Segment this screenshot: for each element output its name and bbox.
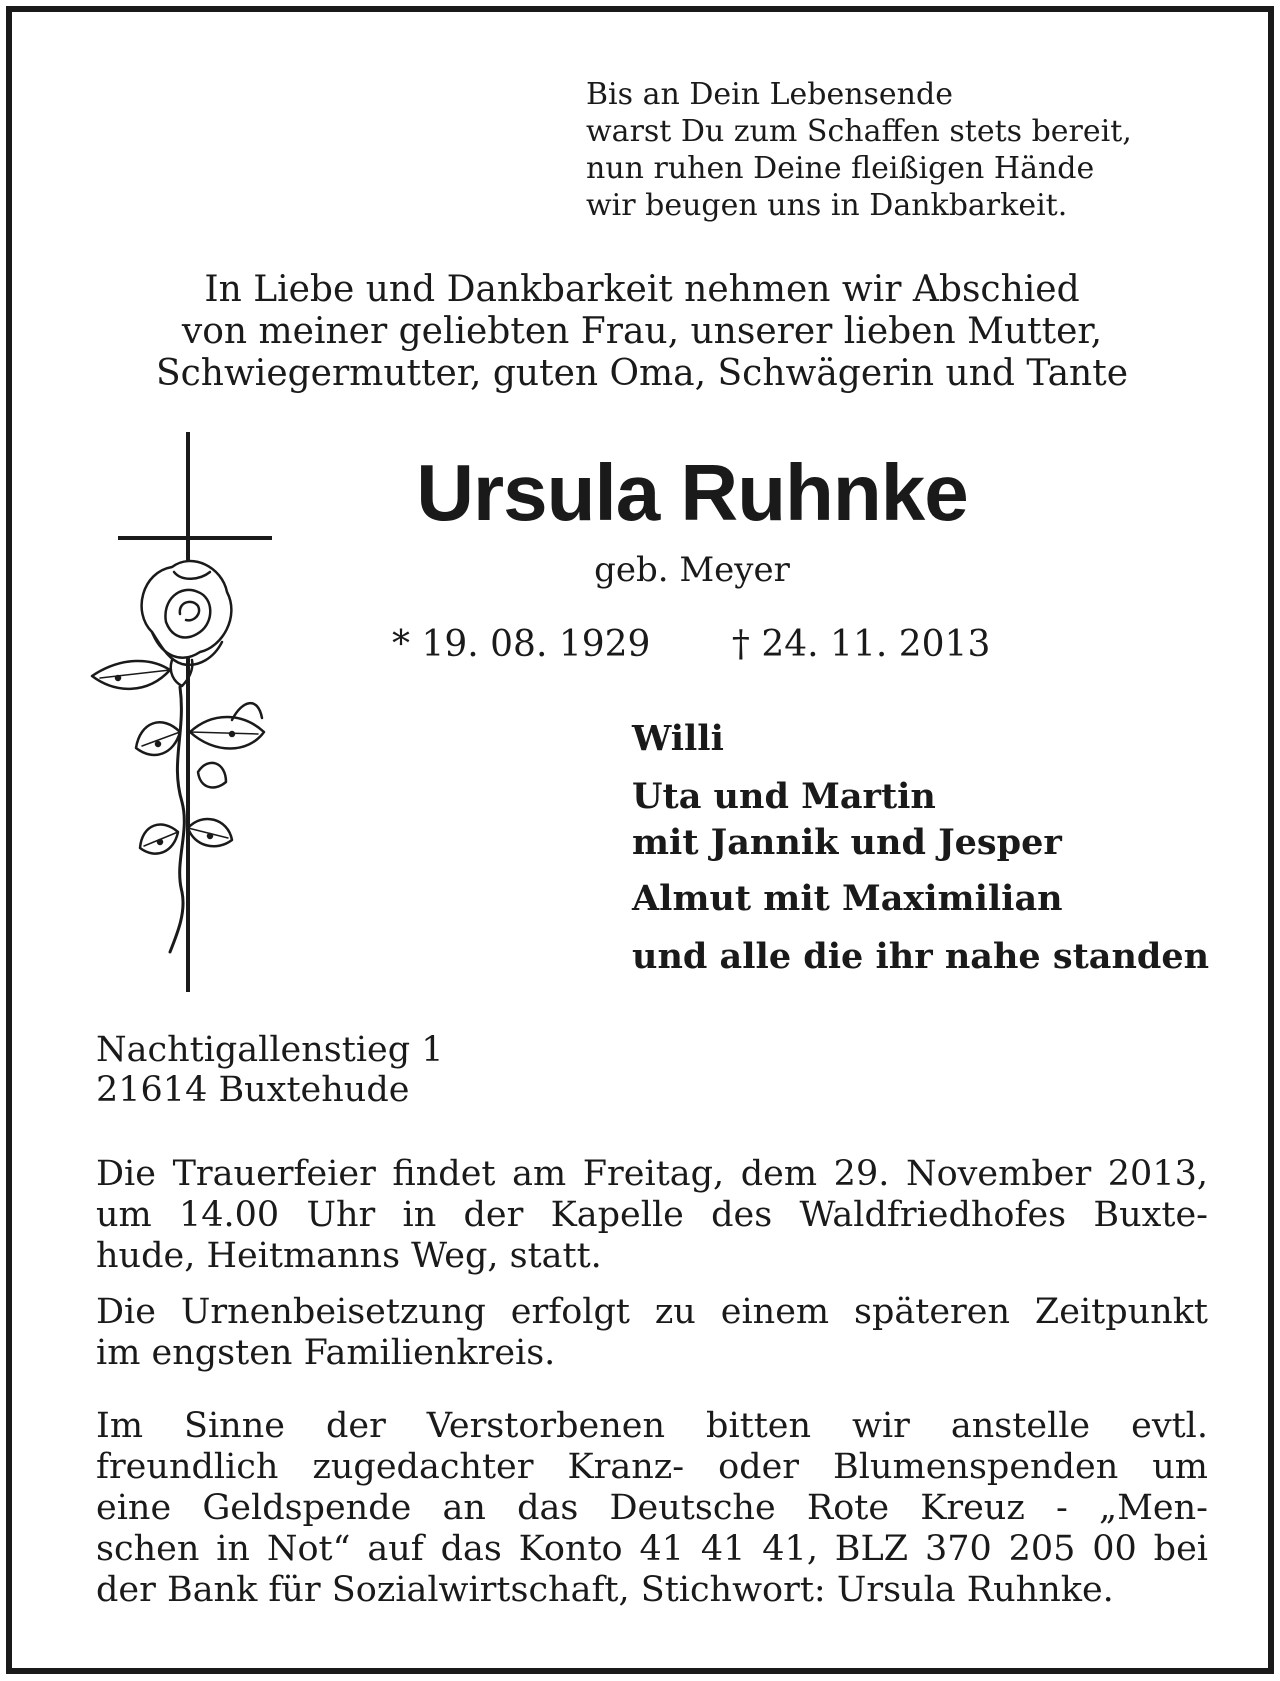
- poem-line: warst Du zum Schaffen stets bereit,: [586, 114, 1132, 149]
- family-line: mit Jannik und Jesper: [632, 822, 1062, 863]
- farewell-intro: [52, 269, 1232, 395]
- paragraph-line: schen in Not“ auf das Konto 41 41 41, BLZ 370 205 00 bei: [96, 1529, 1208, 1569]
- intro-line: Schwiegermutter, guten Oma, Schwägerin und Tante: [155, 353, 1129, 394]
- birth-name: geb. Meyer: [594, 550, 790, 590]
- family-line: Willi: [632, 718, 724, 759]
- poem: [586, 76, 1226, 224]
- paragraph-line: im engsten Familienkreis.: [96, 1333, 556, 1373]
- death-date: † 24. 11. 2013: [731, 624, 991, 665]
- family-signatures: [632, 716, 1252, 980]
- address-city: 21614 Buxtehude: [96, 1070, 410, 1110]
- rose-icon: [92, 561, 264, 952]
- paragraph-line: Die Urnenbeisetzung erfolgt zu einem späteren Zeitpunkt: [96, 1292, 1208, 1332]
- family-line: Almut mit Maximilian: [632, 878, 1063, 919]
- deceased-name: Ursula Ruhnke: [416, 448, 968, 537]
- paragraph-line: Im Sinne der Verstorbenen bitten wir anstelle evtl.: [96, 1406, 1208, 1446]
- donation-paragraph: [96, 1406, 1208, 1611]
- address-street: Nachtigallenstieg 1: [96, 1030, 444, 1070]
- family-line: Uta und Martin: [632, 776, 936, 817]
- intro-line: von meiner geliebten Frau, unserer lieben Mutter,: [181, 311, 1103, 352]
- burial-paragraph: [96, 1292, 1208, 1374]
- funeral-paragraph: [96, 1154, 1208, 1277]
- obituary-frame: [6, 6, 1274, 1674]
- poem-line: Bis an Dein Lebensende: [586, 77, 953, 112]
- paragraph-line: hude, Heitmanns Weg, statt.: [96, 1236, 602, 1276]
- cross-icon: [118, 432, 272, 992]
- paragraph-line: um 14.00 Uhr in der Kapelle des Waldfriedhofes Buxte-: [96, 1195, 1208, 1235]
- life-dates: [392, 624, 1012, 666]
- family-line: und alle die ihr nahe standen: [632, 936, 1210, 977]
- poem-line: wir beugen uns in Dankbarkeit.: [586, 188, 1068, 223]
- paragraph-line: der Bank für Sozialwirtschaft, Stichwort: Ursula Ruhnke.: [96, 1570, 1114, 1610]
- paragraph-line: eine Geldspende an das Deutsche Rote Kreuz - „Men-: [96, 1488, 1208, 1528]
- paragraph-line: Die Trauerfeier findet am Freitag, dem 29. November 2013,: [96, 1154, 1208, 1194]
- birth-date: * 19. 08. 1929: [392, 624, 651, 665]
- poem-line: nun ruhen Deine fleißigen Hände: [586, 151, 1095, 186]
- paragraph-line: freundlich zugedachter Kranz- oder Blumenspenden um: [96, 1447, 1208, 1487]
- cross-with-rose-icon: [82, 432, 302, 992]
- address-block: [96, 1030, 696, 1110]
- intro-line: In Liebe und Dankbarkeit nehmen wir Abschied: [204, 269, 1080, 310]
